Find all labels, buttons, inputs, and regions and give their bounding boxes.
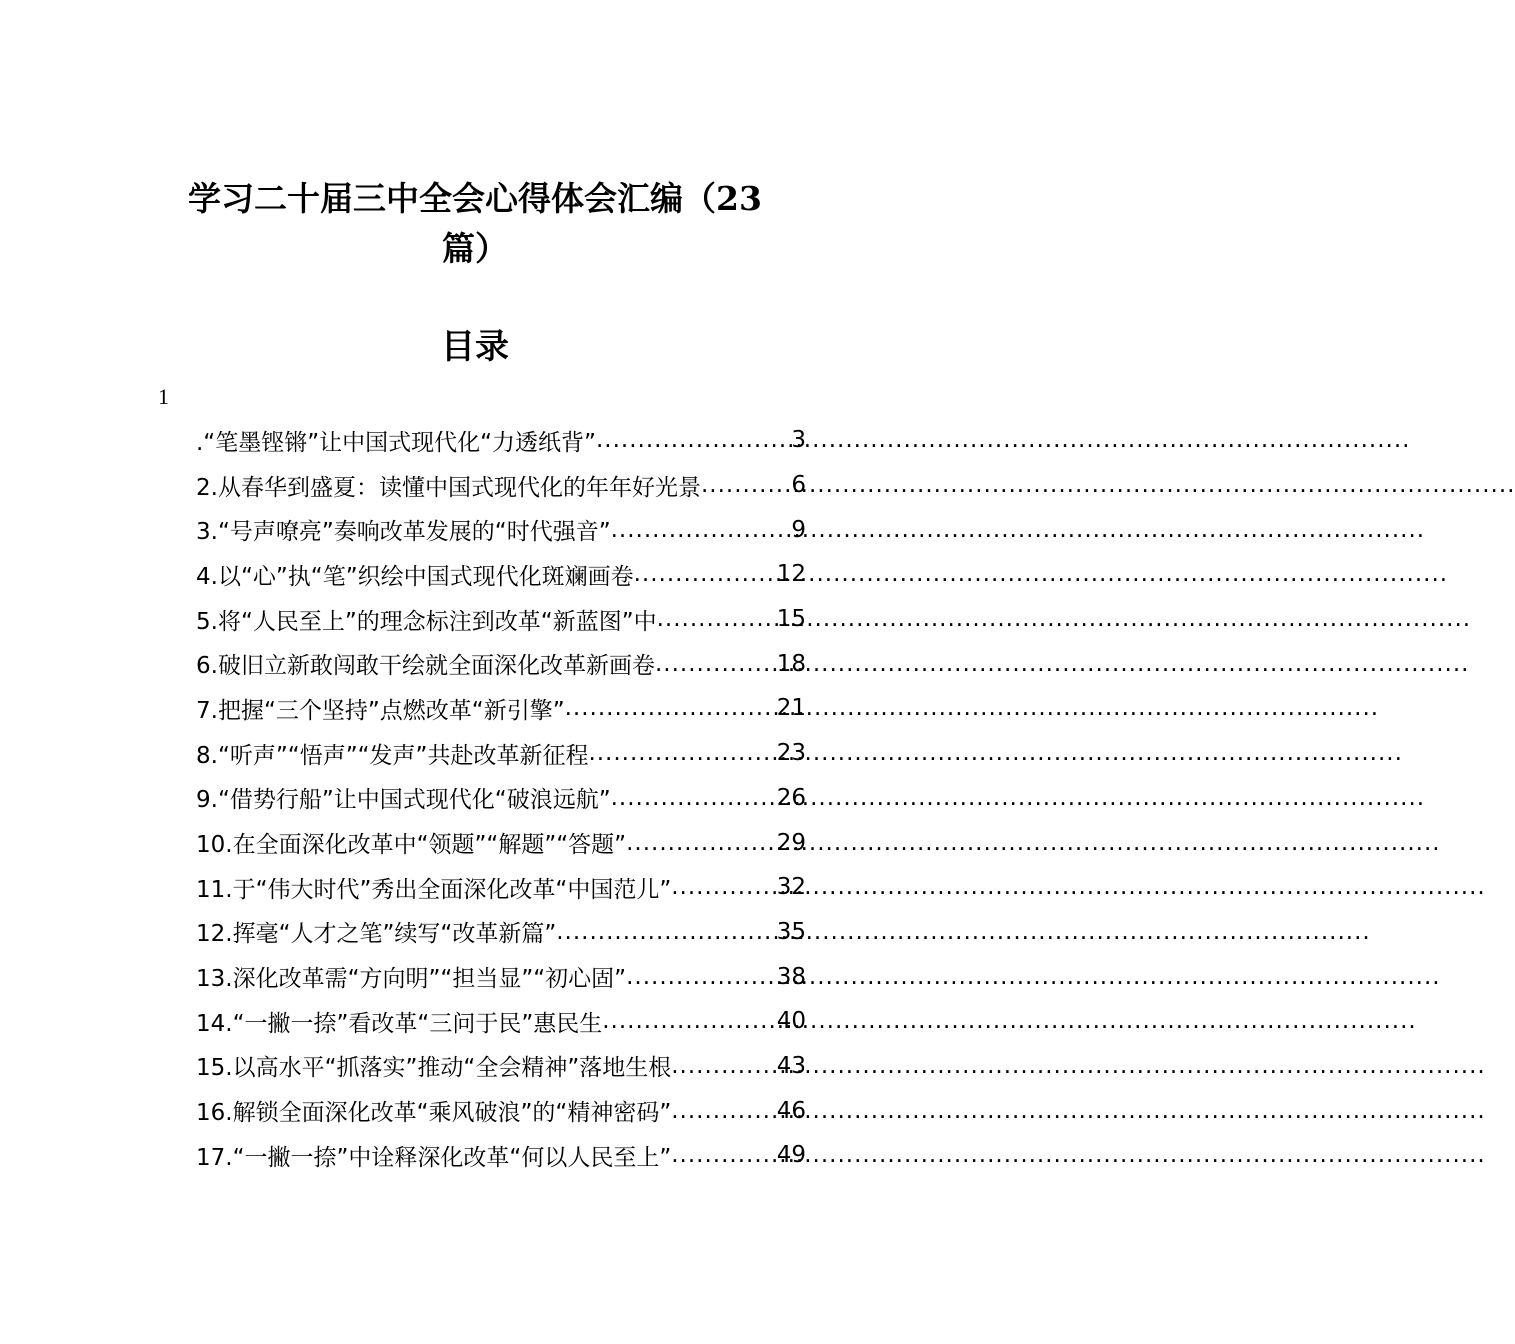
toc-entry-text: 16.解锁全面深化改革“乘风破浪”的“精神密码” <box>196 1100 672 1127</box>
toc-entry[interactable] <box>196 552 806 597</box>
toc-leader-dots <box>671 1142 776 1168</box>
toc-leader-dots <box>588 740 776 766</box>
toc-entry[interactable] <box>196 597 806 642</box>
toc-leader-dots <box>565 695 777 721</box>
toc-entry[interactable] <box>196 418 806 463</box>
toc-entry-text: 13.深化改革需“方向明”“担当显”“初心固” <box>196 966 627 993</box>
toc-entry-page: 9 <box>791 516 806 543</box>
toc-entry[interactable] <box>196 1088 806 1133</box>
toc-entry-text: 6.破旧立新敢闯敢干绘就全面深化改革新画卷 <box>196 653 655 680</box>
toc-entry-page: 43 <box>776 1052 806 1079</box>
document-title <box>150 174 800 274</box>
toc-leader-dots <box>626 964 777 990</box>
toc-entry-page: 23 <box>776 740 806 767</box>
toc-entry-text: 14.“一撇一捺”看改革“三问于民”惠民生 <box>196 1010 603 1037</box>
toc-entry[interactable] <box>196 731 806 776</box>
toc-leader-dots <box>701 472 791 498</box>
toc-entry-text: 5.将“人民至上”的理念标注到改革“新蓝图”中 <box>196 608 657 635</box>
toc-entry[interactable] <box>196 463 806 508</box>
toc-entry-page: 18 <box>776 650 806 677</box>
toc-entry-page: 21 <box>776 695 806 722</box>
toc-leader-dots <box>602 1008 776 1034</box>
toc-heading: 目录 <box>441 327 509 367</box>
stray-number: 1 <box>158 384 169 409</box>
toc-entry[interactable] <box>196 954 806 999</box>
toc-entry-text: 15.以高水平“抓落实”推动“全会精神”落地生根 <box>196 1055 672 1082</box>
title-line-2: 篇） <box>442 229 508 268</box>
toc-entry[interactable] <box>196 865 806 910</box>
toc-entry-page: 12 <box>776 561 806 588</box>
toc-entry-page: 6 <box>791 472 806 499</box>
toc-leader-dots <box>611 785 777 811</box>
toc-entry[interactable] <box>196 776 806 821</box>
toc-entry-page: 38 <box>776 963 806 990</box>
toc-entry-page: 29 <box>776 829 806 856</box>
toc-entry-page: 15 <box>776 606 806 633</box>
toc-entry[interactable] <box>196 1133 806 1178</box>
toc-entry-text: 17.“一撇一捺”中诠释深化改革“何以人民至上” <box>196 1144 672 1171</box>
toc-leader-dots <box>611 517 792 543</box>
toc-entry-page: 40 <box>776 1008 806 1035</box>
toc-leader-dots <box>655 651 777 677</box>
toc-entry-text: .“笔墨铿锵”让中国式现代化“力透纸背” <box>196 429 596 456</box>
toc-leader-dots <box>596 427 791 453</box>
toc-entry[interactable] <box>196 1044 806 1089</box>
toc-entry-text: 9.“借势行船”让中国式现代化“破浪远航” <box>196 787 611 814</box>
toc-entry-text: 12.挥毫“人才之笔”续写“改革新篇” <box>196 921 557 948</box>
toc-leader-dots <box>671 1053 776 1079</box>
title-line-1: 学习二十届三中全会心得体会汇编（23 <box>188 179 762 218</box>
toc-leader-dots <box>657 606 777 632</box>
toc-entry[interactable] <box>196 641 806 686</box>
toc-leader-dots <box>556 919 776 945</box>
toc-entry-text: 11.于“伟大时代”秀出全面深化改革“中国范儿” <box>196 876 672 903</box>
toc-entry-page: 46 <box>776 1097 806 1124</box>
toc-leader-dots <box>634 561 777 587</box>
toc-entry[interactable] <box>196 820 806 865</box>
toc-entry[interactable] <box>196 507 806 552</box>
toc-leader-dots <box>671 1098 776 1124</box>
toc-entry-text: 3.“号声嘹亮”奏响改革发展的“时代强音” <box>196 519 611 546</box>
toc-entry-text: 7.把握“三个坚持”点燃改革“新引擎” <box>196 697 565 724</box>
toc-entry-page: 26 <box>776 784 806 811</box>
toc-entry-text: 10.在全面深化改革中“领题”“解题”“答题” <box>196 832 627 859</box>
toc-leader-dots <box>626 830 777 856</box>
toc-entry-page: 49 <box>776 1142 806 1169</box>
toc-entry-text: 4.以“心”执“笔”织绘中国式现代化斑斓画卷 <box>196 563 634 590</box>
toc-entry-page: 32 <box>776 874 806 901</box>
toc-entry-text: 8.“听声”“悟声”“发声”共赴改革新征程 <box>196 742 589 769</box>
toc-entry[interactable] <box>196 686 806 731</box>
toc-entry-text: 2.从春华到盛夏：读懂中国式现代化的年年好光景 <box>196 474 701 501</box>
toc-entry-page: 35 <box>776 918 806 945</box>
toc-entry[interactable] <box>196 910 806 955</box>
table-of-contents <box>196 418 806 1178</box>
toc-entry[interactable] <box>196 999 806 1044</box>
toc-entry-page: 3 <box>791 427 806 454</box>
toc-leader-dots <box>671 874 776 900</box>
